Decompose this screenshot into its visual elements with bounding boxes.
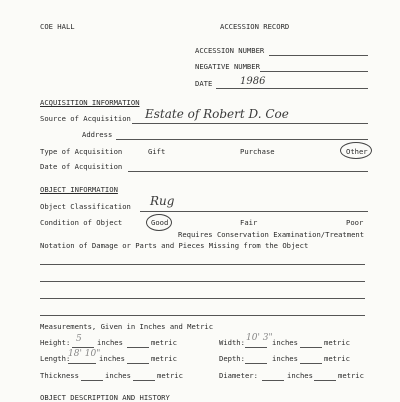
damage-line-4[interactable] — [40, 315, 365, 316]
address-label: Address — [82, 130, 113, 139]
type-option-purchase[interactable]: Purchase — [240, 147, 275, 156]
source-label: Source of Acquisition — [40, 114, 131, 123]
height-value: 5 — [76, 334, 82, 344]
diameter-inches-unit: inches — [287, 371, 313, 380]
length-metric-field[interactable] — [127, 363, 149, 364]
width-inches-unit: inches — [272, 338, 298, 347]
depth-label: Depth: — [219, 354, 245, 363]
height-inches-field[interactable] — [72, 347, 94, 348]
type-label: Type of Acquisition — [40, 147, 123, 156]
height-metric-field[interactable] — [127, 347, 149, 348]
damage-line-1[interactable] — [40, 264, 365, 265]
date-label: DATE — [195, 79, 213, 88]
condition-option-poor[interactable]: Poor — [346, 218, 364, 227]
type-option-gift[interactable]: Gift — [148, 147, 166, 156]
damage-line-3[interactable] — [40, 298, 365, 299]
address-field[interactable] — [116, 139, 368, 140]
diameter-metric-field[interactable] — [314, 380, 336, 381]
object-heading: OBJECT INFORMATION — [40, 185, 118, 194]
measurements-heading: Measurements, Given in Inches and Metric — [40, 322, 214, 331]
accession-number-label: ACCESSION NUMBER — [195, 46, 265, 55]
accession-number-field[interactable] — [269, 55, 368, 56]
depth-inches-field[interactable] — [245, 363, 267, 364]
damage-label: Notation of Damage or Parts and Pieces Missing from the Object — [40, 241, 309, 250]
depth-metric-field[interactable] — [300, 363, 322, 364]
description-heading: OBJECT DESCRIPTION AND HISTORY — [40, 393, 170, 402]
date-value: 1986 — [240, 76, 266, 87]
thickness-inches-unit: inches — [105, 371, 131, 380]
classification-field[interactable] — [140, 211, 368, 212]
height-inches-unit: inches — [97, 338, 123, 347]
selected-condition-circle — [146, 214, 172, 231]
depth-inches-unit: inches — [272, 354, 298, 363]
thickness-inches-field[interactable] — [81, 380, 103, 381]
source-field[interactable] — [132, 123, 368, 124]
type-option-other[interactable]: Other — [346, 147, 368, 156]
length-inches-unit: inches — [99, 354, 125, 363]
date-field[interactable] — [216, 88, 368, 89]
depth-metric-unit: metric — [324, 354, 350, 363]
classification-label: Object Classification — [40, 202, 131, 211]
thickness-metric-unit: metric — [157, 371, 183, 380]
height-label: Height: — [40, 338, 71, 347]
length-inches-field[interactable] — [68, 363, 96, 364]
condition-option-fair[interactable]: Fair — [240, 218, 258, 227]
acquisition-heading: ACQUISITION INFORMATION — [40, 98, 140, 107]
diameter-inches-field[interactable] — [262, 380, 284, 381]
width-metric-unit: metric — [324, 338, 350, 347]
diameter-metric-unit: metric — [338, 371, 364, 380]
classification-value: Rug — [150, 194, 175, 208]
length-value: 18' 10" — [68, 349, 101, 359]
source-value: Estate of Robert D. Coe — [145, 107, 289, 121]
selected-type-circle — [340, 142, 372, 159]
length-metric-unit: metric — [151, 354, 177, 363]
condition-option-good[interactable]: Good — [151, 218, 169, 227]
negative-number-field[interactable] — [260, 71, 368, 72]
length-label: Length: — [40, 354, 71, 363]
form-title: ACCESSION RECORD — [220, 22, 290, 31]
diameter-label: Diameter: — [219, 371, 258, 380]
negative-number-label: NEGATIVE NUMBER — [195, 62, 260, 71]
institution-name: COE HALL — [40, 22, 75, 31]
width-value: 10' 3" — [246, 333, 273, 343]
thickness-metric-field[interactable] — [133, 380, 155, 381]
condition-label: Condition of Object — [40, 218, 123, 227]
width-label: Width: — [219, 338, 245, 347]
thickness-label: Thickness — [40, 371, 79, 380]
conservation-note[interactable]: Requires Conservation Examination/Treatment — [178, 230, 365, 239]
height-metric-unit: metric — [151, 338, 177, 347]
width-inches-field[interactable] — [245, 347, 267, 348]
width-metric-field[interactable] — [300, 347, 322, 348]
acquisition-date-label: Date of Acquisition — [40, 162, 123, 171]
acquisition-date-field[interactable] — [128, 171, 368, 172]
damage-line-2[interactable] — [40, 281, 365, 282]
